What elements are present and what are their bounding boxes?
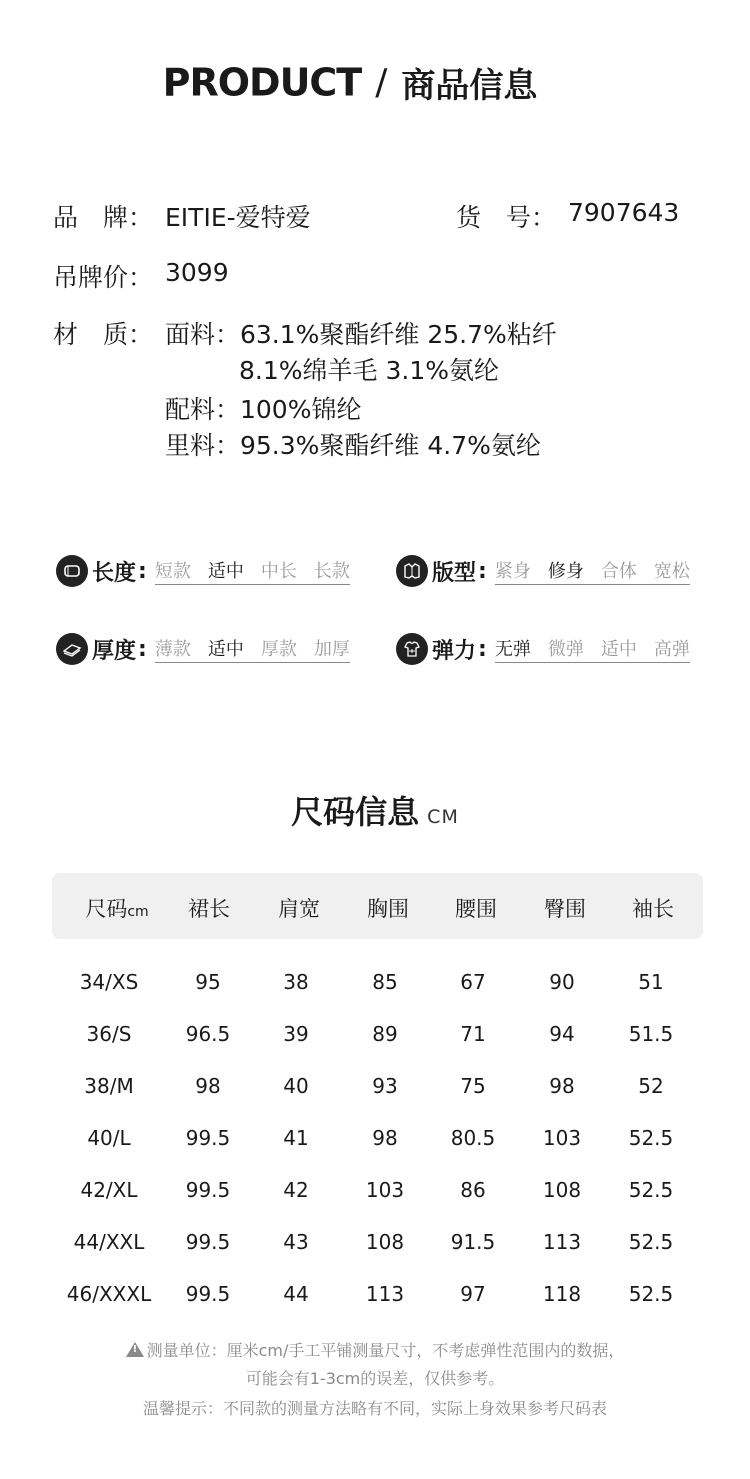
option: 长款	[313, 561, 350, 582]
table-cell: 85	[372, 970, 398, 994]
code-value: 7907643	[568, 198, 680, 227]
table-cell: 80.5	[450, 1126, 496, 1150]
option: 适中	[600, 639, 637, 660]
table-cell: 71	[460, 1022, 486, 1046]
title-english: PRODUCT	[162, 60, 362, 105]
fit-icon	[396, 555, 428, 587]
option-selected: 适中	[207, 639, 244, 660]
table-cell: 52.5	[628, 1230, 674, 1254]
table-cell: 51	[638, 970, 664, 994]
option: 高弹	[653, 639, 690, 660]
attr-fit	[396, 553, 690, 589]
attr-length-label: 长度	[92, 560, 137, 586]
table-cell: 90	[549, 970, 575, 994]
option: 厚款	[260, 639, 297, 660]
table-cell: 99.5	[185, 1230, 231, 1254]
size-label-cell: 42/XL	[80, 1178, 138, 1202]
table-cell: 113	[365, 1282, 405, 1306]
attr-thickness-label: 厚度	[92, 638, 137, 664]
size-title-unit: CM	[427, 806, 459, 828]
material-label: 材 质：	[53, 320, 154, 349]
header-cell: 臀围	[544, 897, 586, 921]
table-cell: 91.5	[450, 1230, 496, 1254]
attr-fit-label: 版型	[432, 560, 477, 586]
option: 紧身	[494, 561, 531, 582]
size-label-cell: 40/L	[87, 1126, 131, 1150]
attr-elasticity-options	[495, 635, 690, 663]
size-label-cell: 34/XS	[79, 970, 139, 994]
header-text: 尺码	[85, 897, 128, 921]
brand-label: 品 牌：	[53, 203, 154, 232]
price-row	[53, 258, 229, 294]
attr-length	[56, 553, 350, 589]
table-cell: 38	[283, 970, 309, 994]
table-cell: 96.5	[185, 1022, 231, 1046]
table-cell: 40	[283, 1074, 309, 1098]
option: 短款	[154, 561, 191, 582]
brand-value: EITIE-爱特爱	[165, 203, 311, 232]
header-unit: cm	[127, 904, 149, 920]
table-cell: 99.5	[185, 1126, 231, 1150]
table-cell: 89	[372, 1022, 398, 1046]
table-cell: 99.5	[185, 1178, 231, 1202]
header-cell: 肩宽	[278, 897, 320, 921]
option-selected: 适中	[207, 561, 244, 582]
header-cell: 裙长	[188, 897, 230, 921]
attr-elasticity-label: 弹力	[432, 638, 477, 664]
table-cell: 95	[195, 970, 221, 994]
note-line-1	[0, 1338, 750, 1361]
table-cell: 75	[460, 1074, 486, 1098]
size-label-cell: 46/XXXL	[66, 1282, 152, 1306]
size-label-cell: 38/M	[84, 1074, 134, 1098]
material-row	[53, 315, 153, 351]
table-cell: 86	[460, 1178, 486, 1202]
price-label: 吊牌价：	[53, 263, 154, 292]
table-cell: 97	[460, 1282, 486, 1306]
code-label: 货 号：	[456, 203, 557, 232]
header-cell: 袖长	[632, 897, 674, 921]
size-title	[0, 787, 750, 833]
warning-icon	[126, 1342, 144, 1357]
attr-fit-options	[495, 557, 690, 585]
table-cell: 108	[542, 1178, 582, 1202]
code-row	[456, 198, 680, 234]
table-cell: 52.5	[628, 1178, 674, 1202]
option: 合体	[600, 561, 637, 582]
attr-length-options	[155, 557, 350, 585]
size-label-cell: 36/S	[86, 1022, 132, 1046]
option: 加厚	[313, 639, 350, 660]
elasticity-icon	[396, 633, 428, 665]
table-cell: 113	[542, 1230, 582, 1254]
option: 微弹	[547, 639, 584, 660]
option: 宽松	[653, 561, 690, 582]
attr-colon: :	[478, 636, 487, 662]
table-cell: 99.5	[185, 1282, 231, 1306]
table-cell: 39	[283, 1022, 309, 1046]
note-line-3: 温馨提示：不同款的测量方法略有不同，实际上身效果参考尺码表	[142, 1399, 607, 1418]
header-cell-size	[67, 893, 167, 923]
table-cell: 98	[549, 1074, 575, 1098]
title-chinese: 商品信息	[401, 66, 538, 106]
table-cell: 51.5	[628, 1022, 674, 1046]
length-icon	[56, 555, 88, 587]
table-cell: 43	[283, 1230, 309, 1254]
option-selected: 无弹	[494, 639, 531, 660]
table-cell: 41	[283, 1126, 309, 1150]
note-line-2: 可能会有1-3cm的误差，仅供参考。	[245, 1369, 505, 1388]
attr-thickness	[56, 631, 350, 667]
note-text: 测量单位：厘米cm/手工平铺测量尺寸，不考虑弹性范围内的数据，	[146, 1341, 625, 1360]
table-cell: 98	[195, 1074, 221, 1098]
header-cell: 腰围	[455, 897, 497, 921]
option: 中长	[260, 561, 297, 582]
material-line: 配料：100%锦纶	[165, 395, 362, 424]
attr-elasticity	[396, 631, 690, 667]
table-cell: 103	[365, 1178, 405, 1202]
thickness-icon	[56, 633, 88, 665]
table-cell: 118	[542, 1282, 582, 1306]
table-cell: 52.5	[628, 1282, 674, 1306]
table-cell: 93	[372, 1074, 398, 1098]
table-cell: 98	[372, 1126, 398, 1150]
attr-colon: :	[138, 558, 147, 584]
table-cell: 103	[542, 1126, 582, 1150]
size-label-cell: 44/XXL	[73, 1230, 145, 1254]
table-cell: 52.5	[628, 1126, 674, 1150]
brand-row	[53, 198, 311, 234]
table-cell: 108	[365, 1230, 405, 1254]
table-cell: 52	[638, 1074, 664, 1098]
title-separator: /	[375, 62, 388, 103]
option: 薄款	[154, 639, 191, 660]
material-line: 里料：95.3%聚酯纤维 4.7%氨纶	[165, 431, 541, 460]
table-cell: 67	[460, 970, 486, 994]
attr-colon: :	[478, 558, 487, 584]
attr-thickness-options	[155, 635, 350, 663]
material-line: 面料：63.1%聚酯纤维 25.7%粘纤	[165, 320, 557, 349]
material-line: 8.1%绵羊毛 3.1%氨纶	[239, 356, 499, 385]
page-title	[0, 58, 700, 107]
table-cell: 42	[283, 1178, 309, 1202]
price-value: 3099	[165, 258, 229, 287]
attr-colon: :	[138, 636, 147, 662]
size-title-text: 尺码信息	[291, 793, 420, 831]
header-cell: 胸围	[367, 897, 409, 921]
option-selected: 修身	[547, 561, 584, 582]
table-cell: 94	[549, 1022, 575, 1046]
table-cell: 44	[283, 1282, 309, 1306]
